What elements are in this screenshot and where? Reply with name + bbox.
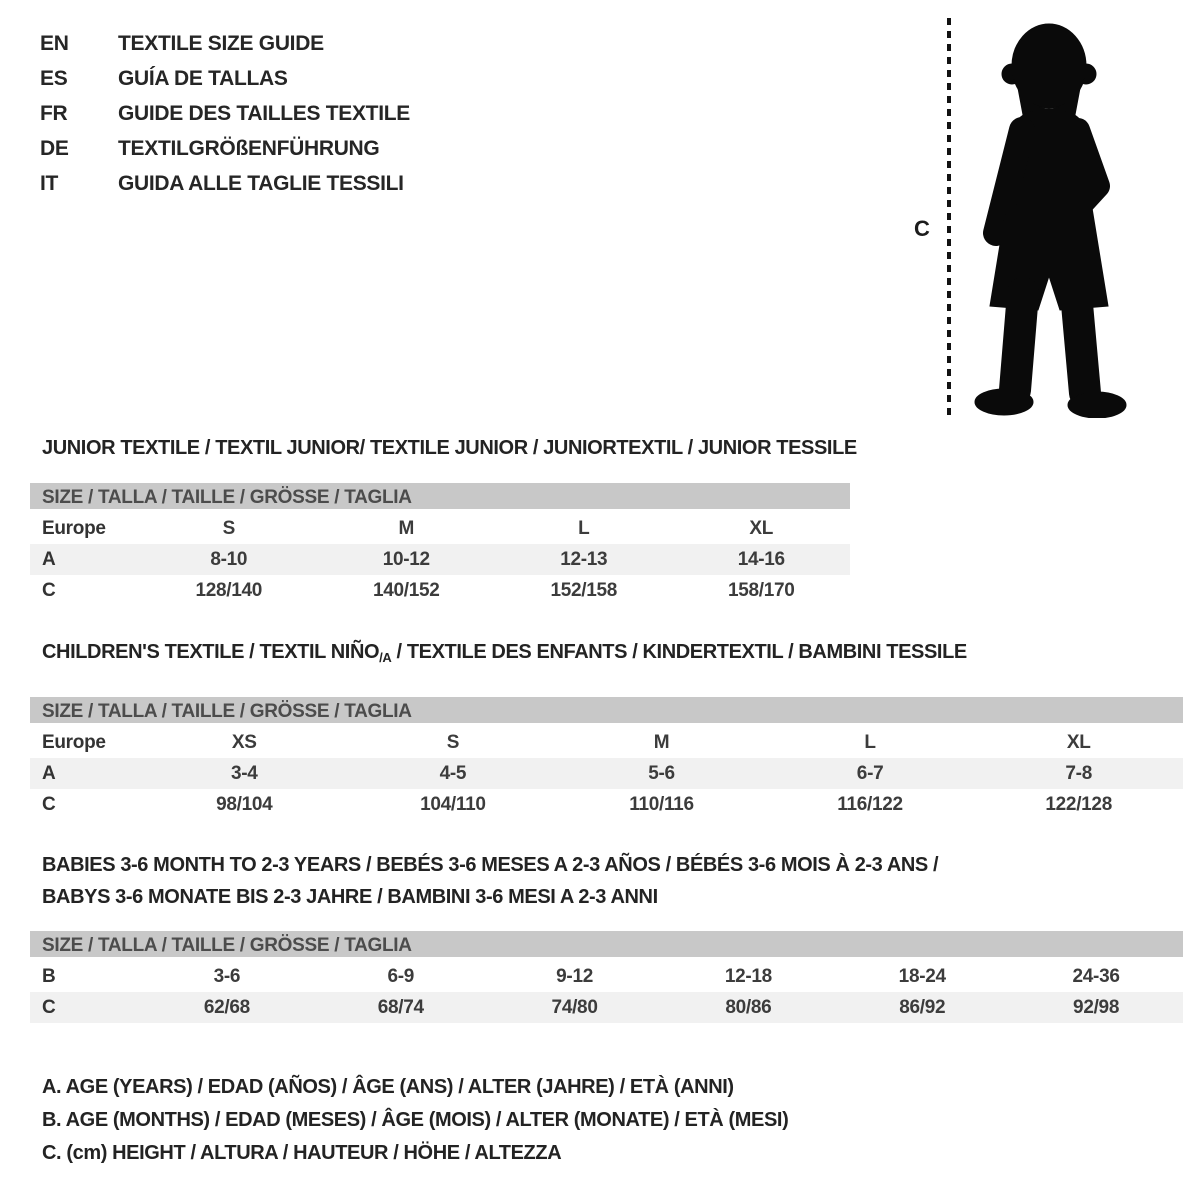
language-code: EN: [40, 32, 69, 55]
row-label-cell: Europe: [42, 731, 106, 753]
size-table: [30, 961, 1183, 1023]
language-row: [40, 131, 410, 166]
value-cell: 128/140: [195, 579, 263, 601]
value-cell: 98/104: [216, 793, 273, 815]
value-cell: 68/74: [377, 996, 424, 1018]
value-cell: 122/128: [1045, 793, 1112, 815]
value-cell: XL: [1066, 731, 1091, 753]
table-row: [30, 758, 1183, 789]
table-row: [30, 992, 1183, 1023]
language-code: ES: [40, 67, 68, 90]
language-row: [40, 96, 410, 131]
table-row: [30, 513, 850, 544]
value-cell: 12-18: [724, 965, 772, 987]
value-cell: 4-5: [439, 762, 467, 784]
language-label: TEXTILE SIZE GUIDE: [118, 32, 324, 55]
language-header: [40, 26, 410, 201]
value-cell: L: [578, 517, 590, 539]
section-title: JUNIOR TEXTILE / TEXTIL JUNIOR/ TEXTILE JUNIOR / JUNIORTEXTIL / JUNIOR TESSILE: [42, 437, 857, 459]
legend-line-a: A. AGE (YEARS) / EDAD (AÑOS) / ÂGE (ANS) / ALTER (JAHRE) / ETÀ (ANNI): [42, 1076, 734, 1098]
section-title: [42, 849, 1183, 913]
table-row: [30, 575, 850, 606]
value-cell: S: [222, 517, 235, 539]
legend-line-c: C. (cm) HEIGHT / ALTURA / HAUTEUR / HÖHE / ALTEZZA: [42, 1142, 562, 1164]
language-label: GUÍA DE TALLAS: [118, 67, 288, 90]
value-cell: 152/158: [550, 579, 618, 601]
size-header-band: SIZE / TALLA / TAILLE / GRÖSSE / TAGLIA: [30, 931, 1183, 961]
value-cell: 3-4: [231, 762, 258, 784]
value-cell: 7-8: [1065, 762, 1092, 784]
language-row: [40, 61, 410, 96]
junior-size-table-container: [30, 513, 850, 606]
size-header-band: SIZE / TALLA / TAILLE / GRÖSSE / TAGLIA: [30, 483, 850, 513]
babies-size-table-container: [30, 961, 1183, 1023]
value-cell: 6-9: [387, 965, 415, 987]
title-line-2: BABYS 3-6 MONATE BIS 2-3 JAHRE / BAMBINI 3-6 MESI A 2-3 ANNI: [42, 886, 658, 908]
value-cell: M: [653, 731, 670, 753]
legend: [42, 1071, 788, 1170]
table-row: [30, 544, 850, 575]
title-line-1: BABIES 3-6 MONTH TO 2-3 YEARS / BEBÉS 3-6 MESES A 2-3 AÑOS / BÉBÉS 3-6 MOIS À 2-3 ANS /: [42, 854, 939, 876]
value-cell: L: [864, 731, 876, 753]
value-cell: 10-12: [382, 548, 430, 570]
size-header-band: SIZE / TALLA / TAILLE / GRÖSSE / TAGLIA: [30, 697, 1183, 727]
table-row: [30, 789, 1183, 820]
value-cell: 86/92: [899, 996, 946, 1018]
value-cell: S: [446, 731, 460, 753]
title-text: / TEXTILE DES ENFANTS / KINDERTEXTIL / BAMBINI TESSILE: [391, 641, 967, 663]
language-label: GUIDE DES TAILLES TEXTILE: [118, 102, 410, 125]
legend-line-b: B. AGE (MONTHS) / EDAD (MESES) / ÂGE (MOIS) / ALTER (MONATE) / ETÀ (MESI): [42, 1109, 789, 1131]
height-measure-dashed-line: [947, 18, 951, 416]
section-babies-textile: [30, 849, 1183, 1023]
value-cell: 6-7: [856, 762, 884, 784]
value-cell: 62/68: [203, 996, 250, 1018]
size-table: [30, 513, 850, 606]
row-label-cell: C: [42, 996, 56, 1018]
language-label: TEXTILGRÖßENFÜHRUNG: [118, 137, 380, 160]
title-text: CHILDREN'S TEXTILE / TEXTIL NIÑO: [42, 641, 380, 663]
value-cell: 18-24: [898, 965, 946, 987]
row-label-cell: C: [42, 579, 56, 601]
language-code: DE: [40, 137, 69, 160]
size-table: [30, 727, 1183, 820]
value-cell: 158/170: [727, 579, 795, 601]
table-row: [30, 727, 1183, 758]
value-cell: 110/116: [629, 793, 694, 815]
value-cell: 9-12: [556, 965, 593, 987]
row-label-cell: B: [42, 965, 56, 987]
value-cell: XS: [231, 731, 257, 753]
title-subscript: /A: [379, 650, 392, 665]
value-cell: 80/86: [725, 996, 772, 1018]
children-size-table-container: [30, 727, 1183, 820]
language-row: [40, 166, 410, 201]
value-cell: 92/98: [1073, 996, 1120, 1018]
section-children-textile: [30, 641, 1183, 820]
value-cell: M: [398, 517, 415, 539]
language-row: [40, 26, 410, 61]
row-label-cell: Europe: [42, 517, 106, 539]
value-cell: 104/110: [420, 793, 486, 815]
table-row: [30, 961, 1183, 992]
value-cell: 24-36: [1072, 965, 1120, 987]
value-cell: 74/80: [551, 996, 598, 1018]
section-junior-textile: [30, 437, 857, 606]
value-cell: 14-16: [737, 548, 785, 570]
value-cell: 12-13: [560, 548, 608, 570]
row-label-cell: C: [42, 793, 56, 815]
row-label-cell: A: [42, 548, 56, 570]
value-cell: 5-6: [648, 762, 675, 784]
value-cell: 116/122: [837, 793, 903, 815]
value-cell: 8-10: [210, 548, 248, 570]
toddler-silhouette-image: [966, 18, 1138, 418]
language-label: GUIDA ALLE TAGLIE TESSILI: [118, 172, 404, 195]
value-cell: XL: [749, 517, 774, 539]
section-title: [42, 641, 1183, 669]
value-cell: 140/152: [372, 579, 440, 601]
height-measure-label: C: [914, 216, 930, 241]
language-code: IT: [40, 172, 59, 195]
value-cell: 3-6: [213, 965, 241, 987]
row-label-cell: A: [42, 762, 56, 784]
language-code: FR: [40, 102, 68, 125]
